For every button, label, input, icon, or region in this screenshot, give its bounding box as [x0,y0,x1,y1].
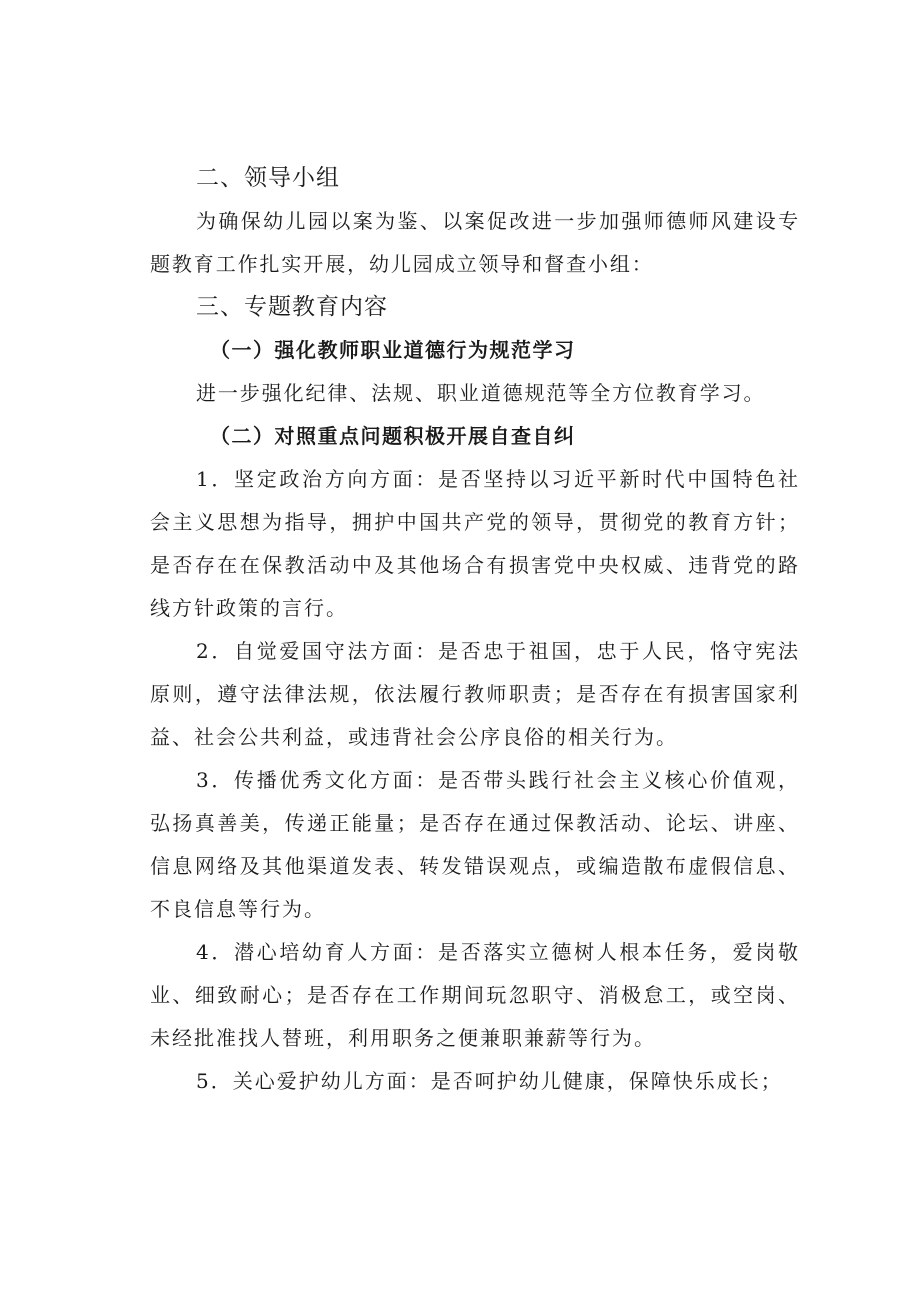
item-3-paragraph: 3．传播优秀文化方面：是否带头践行社会主义核心价值观，弘扬真善美，传递正能量；是否存在通过保教活动、论坛、讲座、信息网络及其他渠道发表、转发错误观点，或编造散布虚假信息、不良信息等行为。 [150,768,800,921]
item-5-paragraph: 5．关心爱护幼儿方面：是否呵护幼儿健康，保障快乐成长； [196,1069,783,1093]
item-2-paragraph: 2．自觉爱国守法方面：是否忠于祖国，忠于人民，恪守宪法原则，遵守法律法规，依法履行教师职责；是否存在有损害国家利益、社会公共利益，或违背社会公序良俗的相关行为。 [150,639,800,749]
section-2-paragraph: 为确保幼儿园以案为鉴、以案促改进一步加强师德师风建设专题教育工作扎实开展，幼儿园成立领导和督查小组： [150,209,800,276]
section-3-heading: 三、专题教育内容 [196,294,388,320]
document-body [150,157,800,1103]
subsection-2-heading: （二）对照重点问题积极开展自查自纠 [210,424,576,448]
item-1-paragraph: 1．坚定政治方向方面：是否坚持以习近平新时代中国特色社会主义思想为指导，拥护中国共产党的领导，贯彻党的教育方针；是否存在在保教活动中及其他场合有损害党中央权威、违背党的路线方针政策的言行。 [150,467,800,620]
subsection-1-heading: （一）强化教师职业道德行为规范学习 [210,338,576,362]
item-4-paragraph: 4．潜心培幼育人方面：是否落实立德树人根本任务，爱岗敬业、细致耐心；是否存在工作期间玩忽职守、消极怠工，或空岗、未经批准找人替班，利用职务之便兼职兼薪等行为。 [150,940,800,1050]
subsection-1-paragraph: 进一步强化纪律、法规、职业道德规范等全方位教育学习。 [196,381,766,405]
section-2-heading: 二、领导小组 [196,165,340,191]
